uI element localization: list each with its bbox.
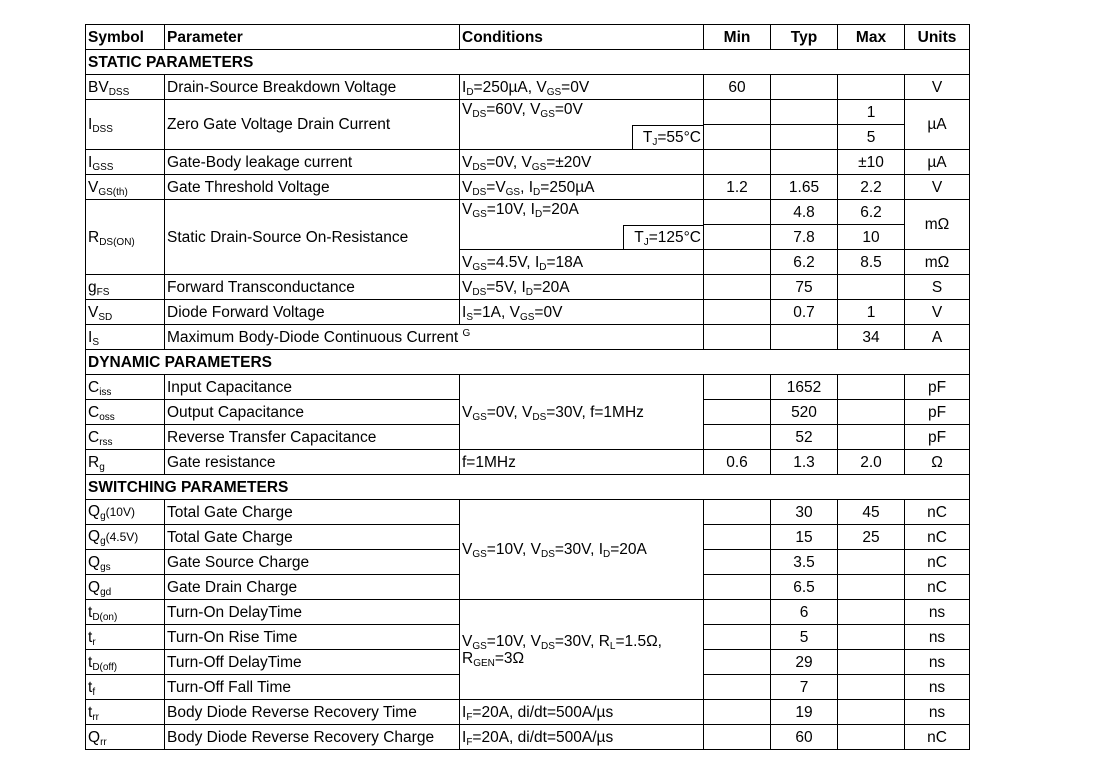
typ-cell: 6.2 — [771, 250, 838, 275]
typ-cell — [771, 325, 838, 350]
min-cell — [704, 675, 771, 700]
units-cell: nC — [905, 525, 970, 550]
conditions-cell — [460, 100, 704, 150]
section-dynamic: DYNAMIC PARAMETERS — [86, 350, 970, 375]
symbol-cell: $g_{FS}$ — [86, 275, 165, 300]
table-row — [86, 200, 970, 225]
typ-cell: 75 — [771, 275, 838, 300]
typ-cell: 520 — [771, 400, 838, 425]
min-cell — [704, 725, 771, 750]
typ-cell: 29 — [771, 650, 838, 675]
units-cell: V — [905, 75, 970, 100]
condition-line: $V_{DS}=60V$, $V_{GS}=0V$ — [462, 101, 583, 120]
min-cell — [704, 550, 771, 575]
typ-cell: 52 — [771, 425, 838, 450]
max-cell — [838, 675, 905, 700]
header-max: Max — [838, 25, 905, 50]
table-row — [86, 450, 970, 475]
typ-cell — [771, 125, 838, 150]
min-cell — [704, 125, 771, 150]
parameter-cell: Total Gate Charge — [165, 500, 460, 525]
max-cell — [838, 600, 905, 625]
parameter-cell: Maximum Body-Diode Continuous Current $^G$ — [165, 325, 704, 350]
max-cell: 45 — [838, 500, 905, 525]
min-cell — [704, 525, 771, 550]
max-cell: 6.2 — [838, 200, 905, 225]
section-static: STATIC PARAMETERS — [86, 50, 970, 75]
min-cell — [704, 250, 771, 275]
parameter-cell: Turn-On Rise Time — [165, 625, 460, 650]
conditions-cell: $I_F=20A$, di/dt=500A/µs — [460, 700, 704, 725]
parameter-cell: Static Drain-Source On-Resistance — [165, 200, 460, 275]
min-cell — [704, 200, 771, 225]
units-cell: nC — [905, 575, 970, 600]
max-cell — [838, 425, 905, 450]
min-cell — [704, 325, 771, 350]
units-cell: mΩ — [905, 200, 970, 250]
table-row — [86, 600, 970, 625]
max-cell — [838, 400, 905, 425]
symbol-cell: $R_g$ — [86, 450, 165, 475]
min-cell — [704, 650, 771, 675]
typ-cell: 3.5 — [771, 550, 838, 575]
temperature-condition: $T_J=125^\circ C$ — [623, 225, 703, 249]
units-cell: µA — [905, 100, 970, 150]
conditions-cell: $I_F=20A$, di/dt=500A/µs — [460, 725, 704, 750]
max-cell: 34 — [838, 325, 905, 350]
parameter-cell: Gate Source Charge — [165, 550, 460, 575]
table-row — [86, 175, 970, 200]
symbol-cell: $Q_{rr}$ — [86, 725, 165, 750]
table-row — [86, 150, 970, 175]
parameter-cell: Forward Transconductance — [165, 275, 460, 300]
conditions-cell: $V_{GS}=10V$, $V_{DS}=30V$, $I_D=20A$ — [460, 500, 704, 600]
section-switching: SWITCHING PARAMETERS — [86, 475, 970, 500]
symbol-cell: $C_{rss}$ — [86, 425, 165, 450]
symbol-cell: $C_{iss}$ — [86, 375, 165, 400]
conditions-cell: $I_D=250\mu A$, $V_{GS}=0V$ — [460, 75, 704, 100]
max-cell — [838, 275, 905, 300]
header-row — [86, 25, 970, 50]
units-cell: mΩ — [905, 250, 970, 275]
min-cell — [704, 625, 771, 650]
units-cell: nC — [905, 725, 970, 750]
conditions-cell: $I_S=1A$, $V_{GS}=0V$ — [460, 300, 704, 325]
parameter-cell: Input Capacitance — [165, 375, 460, 400]
units-cell: ns — [905, 650, 970, 675]
max-cell: 2.2 — [838, 175, 905, 200]
parameter-cell: Zero Gate Voltage Drain Current — [165, 100, 460, 150]
parameter-cell: Output Capacitance — [165, 400, 460, 425]
symbol-cell: $I_{DSS}$ — [86, 100, 165, 150]
min-cell — [704, 575, 771, 600]
units-cell: pF — [905, 425, 970, 450]
typ-cell: 19 — [771, 700, 838, 725]
units-cell: A — [905, 325, 970, 350]
symbol-cell: $Q_{gs}$ — [86, 550, 165, 575]
table-row — [86, 500, 970, 525]
max-cell: 10 — [838, 225, 905, 250]
header-parameter: Parameter — [165, 25, 460, 50]
conditions-cell: $V_{DS}=V_{GS}$, $I_D=250\mu A$ — [460, 175, 704, 200]
units-cell: V — [905, 175, 970, 200]
min-cell: 0.6 — [704, 450, 771, 475]
max-cell — [838, 700, 905, 725]
parameter-cell: Gate resistance — [165, 450, 460, 475]
typ-cell: 15 — [771, 525, 838, 550]
typ-cell: 5 — [771, 625, 838, 650]
parameter-cell: Turn-On DelayTime — [165, 600, 460, 625]
symbol-cell: $BV_{DSS}$ — [86, 75, 165, 100]
parameter-cell: Gate Threshold Voltage — [165, 175, 460, 200]
symbol-cell: $R_{DS(ON)}$ — [86, 200, 165, 275]
symbol-cell: $Q_{gd}$ — [86, 575, 165, 600]
header-typ: Typ — [771, 25, 838, 50]
symbol-cell: $t_{D(off)}$ — [86, 650, 165, 675]
min-cell: 1.2 — [704, 175, 771, 200]
max-cell: ±10 — [838, 150, 905, 175]
max-cell — [838, 550, 905, 575]
typ-cell — [771, 75, 838, 100]
symbol-cell: $I_{GSS}$ — [86, 150, 165, 175]
parameter-cell: Gate Drain Charge — [165, 575, 460, 600]
header-symbol: Symbol — [86, 25, 165, 50]
conditions-cell: $V_{GS}=0V$, $V_{DS}=30V$, f=1MHz — [460, 375, 704, 450]
units-cell: ns — [905, 625, 970, 650]
units-cell: Ω — [905, 450, 970, 475]
symbol-cell: $t_f$ — [86, 675, 165, 700]
condition-line: $R_{GEN}=3\Omega$ — [462, 649, 525, 669]
symbol-cell: $t_r$ — [86, 625, 165, 650]
max-cell — [838, 75, 905, 100]
min-cell — [704, 400, 771, 425]
parameter-cell: Body Diode Reverse Recovery Charge — [165, 725, 460, 750]
parameter-cell: Turn-Off DelayTime — [165, 650, 460, 675]
min-cell — [704, 275, 771, 300]
typ-cell: 6 — [771, 600, 838, 625]
table-row — [86, 300, 970, 325]
parameter-cell: Drain-Source Breakdown Voltage — [165, 75, 460, 100]
max-cell: 2.0 — [838, 450, 905, 475]
typ-cell — [771, 150, 838, 175]
header-units: Units — [905, 25, 970, 50]
units-cell: ns — [905, 700, 970, 725]
units-cell: ns — [905, 600, 970, 625]
units-cell: nC — [905, 500, 970, 525]
units-cell: pF — [905, 375, 970, 400]
units-cell: nC — [905, 550, 970, 575]
symbol-cell: $V_{GS(th)}$ — [86, 175, 165, 200]
typ-cell — [771, 100, 838, 125]
condition-line: $V_{GS}=10V$, $I_D=20A$ — [462, 201, 579, 220]
parameter-cell: Gate-Body leakage current — [165, 150, 460, 175]
typ-cell: 1652 — [771, 375, 838, 400]
conditions-cell — [460, 200, 704, 250]
min-cell — [704, 150, 771, 175]
typ-cell: 7.8 — [771, 225, 838, 250]
symbol-cell: $t_{D(on)}$ — [86, 600, 165, 625]
typ-cell: 4.8 — [771, 200, 838, 225]
min-cell — [704, 700, 771, 725]
min-cell — [704, 600, 771, 625]
condition-line: $V_{GS}=10V$, $V_{DS}=30V$, $R_L=1.5\Omega$, — [462, 632, 662, 652]
max-cell — [838, 625, 905, 650]
symbol-cell: $Q_g(10V)$ — [86, 500, 165, 525]
max-cell: 25 — [838, 525, 905, 550]
parameter-cell: Total Gate Charge — [165, 525, 460, 550]
typ-cell: 6.5 — [771, 575, 838, 600]
table-row — [86, 725, 970, 750]
temperature-condition: $T_J=55^\circ C$ — [632, 125, 703, 149]
max-cell — [838, 650, 905, 675]
units-cell: V — [905, 300, 970, 325]
conditions-cell: $V_{GS}=4.5V$, $I_D=18A$ — [460, 250, 704, 275]
typ-cell: 1.65 — [771, 175, 838, 200]
parameter-cell: Body Diode Reverse Recovery Time — [165, 700, 460, 725]
table-row — [86, 375, 970, 400]
units-cell: ns — [905, 675, 970, 700]
table-row — [86, 75, 970, 100]
symbol-cell: $I_S$ — [86, 325, 165, 350]
parameter-cell: Turn-Off Fall Time — [165, 675, 460, 700]
max-cell — [838, 375, 905, 400]
max-cell — [838, 725, 905, 750]
typ-cell: 0.7 — [771, 300, 838, 325]
max-cell — [838, 575, 905, 600]
symbol-cell: $C_{oss}$ — [86, 400, 165, 425]
typ-cell: 30 — [771, 500, 838, 525]
min-cell — [704, 100, 771, 125]
conditions-cell — [460, 600, 704, 700]
max-cell: 1 — [838, 100, 905, 125]
units-cell: S — [905, 275, 970, 300]
typ-cell: 7 — [771, 675, 838, 700]
typ-cell: 1.3 — [771, 450, 838, 475]
table-row — [86, 700, 970, 725]
symbol-cell: $Q_g(4.5V)$ — [86, 525, 165, 550]
header-min: Min — [704, 25, 771, 50]
min-cell: 60 — [704, 75, 771, 100]
symbol-cell: $V_{SD}$ — [86, 300, 165, 325]
conditions-cell: $V_{DS}=5V$, $I_D=20A$ — [460, 275, 704, 300]
min-cell — [704, 425, 771, 450]
typ-cell: 60 — [771, 725, 838, 750]
min-cell — [704, 500, 771, 525]
max-cell: 8.5 — [838, 250, 905, 275]
min-cell — [704, 300, 771, 325]
min-cell — [704, 225, 771, 250]
symbol-cell: $t_{rr}$ — [86, 700, 165, 725]
max-cell: 1 — [838, 300, 905, 325]
parameter-cell: Reverse Transfer Capacitance — [165, 425, 460, 450]
max-cell: 5 — [838, 125, 905, 150]
units-cell: pF — [905, 400, 970, 425]
table-row — [86, 325, 970, 350]
units-cell: µA — [905, 150, 970, 175]
table-row — [86, 275, 970, 300]
header-conditions: Conditions — [460, 25, 704, 50]
conditions-cell: $V_{DS}=0V$, $V_{GS}=\pm 20V$ — [460, 150, 704, 175]
table-row — [86, 100, 970, 125]
parameter-cell: Diode Forward Voltage — [165, 300, 460, 325]
conditions-cell: f=1MHz — [460, 450, 704, 475]
electrical-characteristics-table — [85, 24, 970, 750]
min-cell — [704, 375, 771, 400]
